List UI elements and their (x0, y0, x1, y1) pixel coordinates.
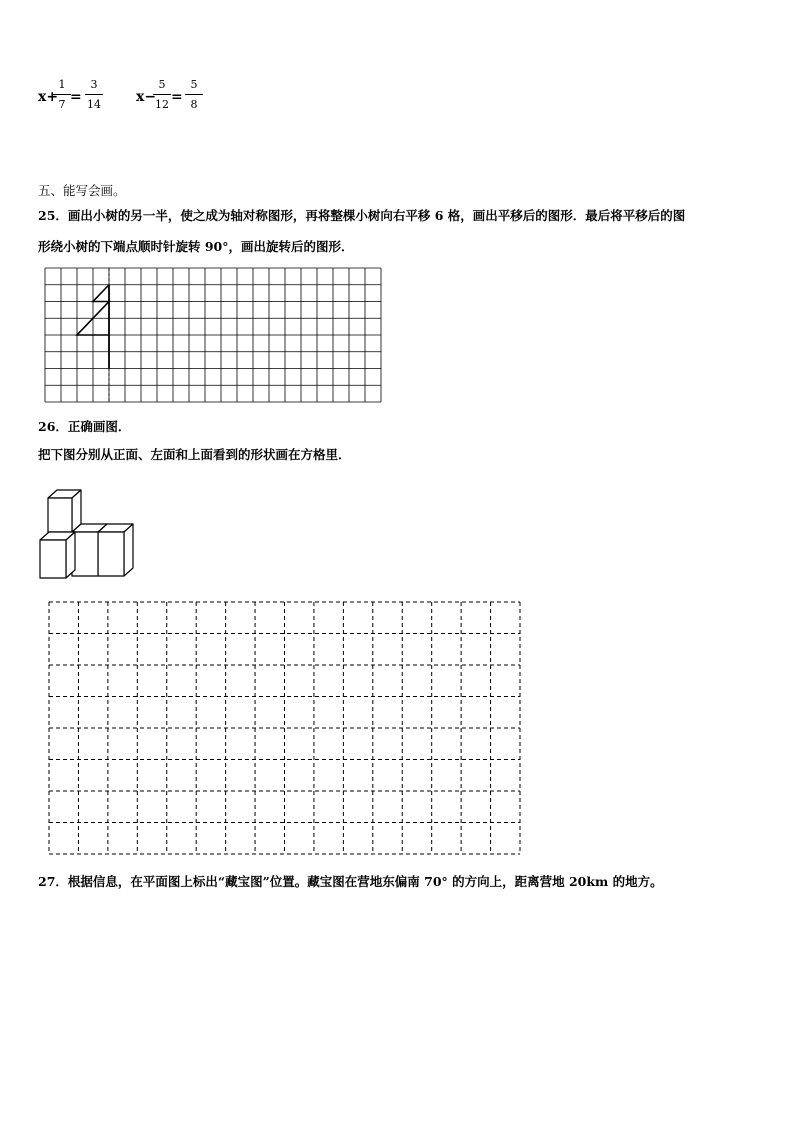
fraction-denominator: 12 (155, 98, 169, 111)
fraction-denominator: 7 (58, 98, 66, 111)
q26-instruction: 把下图分别从正面、左面和上面看到的形状画在方格里． (38, 447, 351, 462)
cube-front-face (72, 532, 98, 576)
cube-front-face (98, 532, 124, 576)
fraction-bar (85, 94, 103, 95)
equation-row (38, 78, 258, 118)
cube-front-face (40, 540, 66, 578)
section-heading: 五、能写会画。 (38, 183, 126, 198)
fraction-numerator: 5 (158, 78, 166, 91)
fraction-bar (185, 94, 203, 95)
fraction-denominator: 8 (190, 98, 198, 111)
answer-grid[interactable] (49, 602, 520, 854)
equation-2-variable: x− (136, 89, 157, 105)
fraction-bar (53, 94, 71, 95)
equation-1-fraction (52, 78, 72, 112)
cube-front-face (48, 498, 72, 532)
q25-line-1: 25．画出小树的另一半，使之成为轴对称图形，再将整棵小树向右平移 6 格，画出平移后的图形．最后将平移后的图 (38, 208, 686, 223)
q26-title: 26．正确画图． (38, 419, 131, 434)
cube-figure (38, 488, 138, 580)
fraction-numerator: 5 (190, 78, 198, 91)
q25-line-2: 形绕小树的下端点顺时针旋转 90°，画出旋转后的图形． (38, 239, 354, 254)
fraction-denominator: 14 (87, 98, 101, 111)
fraction-numerator: 3 (90, 78, 98, 91)
equation-2-rhs (184, 78, 204, 112)
equation-1-variable: x+ (38, 89, 59, 105)
equation-1-rhs (84, 78, 104, 112)
cube-side-face (66, 532, 75, 578)
equals-sign: = (171, 89, 183, 105)
dashed-grid-lines (49, 602, 520, 854)
equals-sign: = (70, 89, 82, 105)
cube-side-face (124, 524, 133, 576)
q27-text: 27．根据信息，在平面图上标出“藏宝图”位置。藏宝图在营地东偏南 70° 的方向上，距离营地 20km 的地方。 (38, 874, 663, 889)
tree-grid[interactable] (45, 268, 381, 402)
fraction-numerator: 1 (58, 78, 66, 91)
equation-2-fraction (152, 78, 172, 112)
fraction-bar (153, 94, 171, 95)
